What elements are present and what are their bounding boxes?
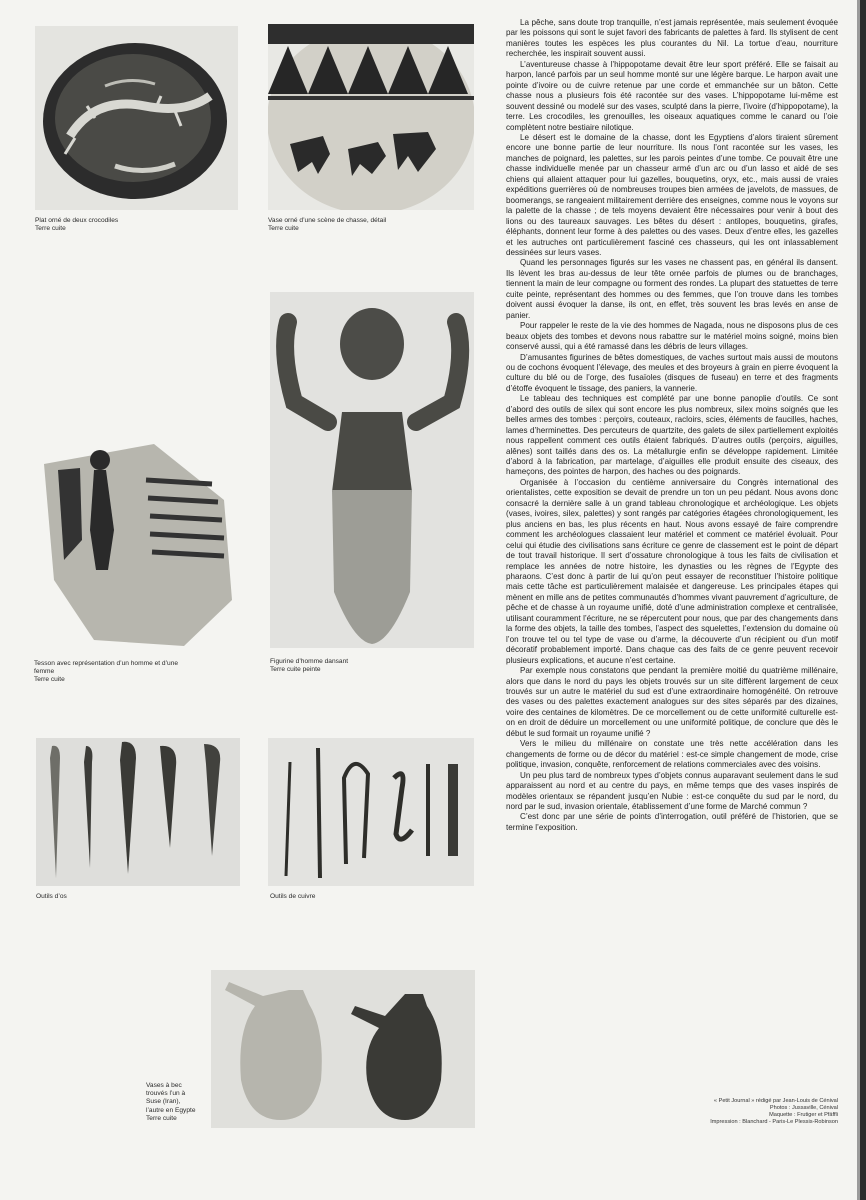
- caption-sherd: [34, 660, 234, 685]
- caption-line: trouvés l’un à: [146, 1090, 186, 1098]
- article-paragraph: Un peu plus tard de nombreux types d’objets connus auparavant seulement dans le sud apparaissent au nord et au centre du pays, en même temps que des vases inspirés de modèles orientaux se répandent jusqu’en Nubie : est-ce conquête du sud par le nord, du nord par le sud, invasion orientale, établissement d’une forme de Marché commun ?: [506, 770, 838, 811]
- caption-line: Terre cuite: [34, 676, 65, 684]
- article-paragraph: L’aventureuse chasse à l’hippopotame devait être leur sport préféré. Elle se faisait au harpon, lancé parfois par un seul homme monté sur une légère barque. Le harpon avait une pointe d’ivoire ou de cuivre retenue par une corde et emmanchée sur un bâton. Cette chasse nous a plusieurs fois été racontée sur des vases. L’hippopotame lui-même est souvent dessiné ou modelé sur des vases, sculpté dans la pierre, l’ivoire (d’hippopotame), la terre. Les crocodiles, les grenouilles, les oiseaux aquatiques comme le canard ou l’oie complètent notre bestiaire nilotique.: [506, 59, 838, 132]
- caption-line: Outils de cuivre: [270, 893, 316, 900]
- caption-jars: [146, 1082, 210, 1123]
- caption-line: l’autre en Egypte: [146, 1106, 196, 1114]
- photo-copper-tools: [268, 738, 474, 886]
- caption-line: Terre cuite: [268, 225, 299, 233]
- caption-line: Vase orné d’une scène de chasse, détail: [268, 217, 387, 224]
- article-paragraph: Par exemple nous constatons que pendant la première moitié du quatrième millénaire, alors que dans le nord du pays les objets trouvés sur un site diffèrent largement de ceux trouvés sur un autre le matériel du sud est d’une extraordinaire homogénéité. On retrouve des vases ou des palettes exactement analogues sur des sites séparés par des dizaines, voire des centaines de kilomètres. De ce morcellement ou de cette uniformité culturelle est-on en droit de déduire un morcellement ou une uniformité politique, de conclure que dès le début le sud formait un royaume unifié ?: [506, 666, 838, 738]
- credits: [638, 1098, 838, 1126]
- caption-line: Terre cuite: [35, 225, 66, 233]
- article-paragraph: Vers le milieu du millénaire on constate une très nette accélération dans les changements de forme ou de décor du matériel : est-ce simple changement de mode, crise politique, invasion, conquête, renforcement de relations commerciales avec des voisins.: [506, 739, 838, 770]
- article-body: [506, 18, 838, 833]
- caption-line: Plat orné de deux crocodiles: [35, 217, 119, 224]
- caption-line: Vases à bec: [146, 1082, 182, 1089]
- caption-line: Tesson avec représentation d’un homme et d’une: [34, 660, 179, 667]
- caption-copper-tools: [270, 893, 470, 901]
- article-paragraph: D’amusantes figurines de bêtes domestiques, de vaches surtout mais aussi de moutons ou de cochons évoquent l’élevage, des meules et des broyeurs à grain en pierre évoquent la culture du blé ou de l’orge, des fusaïoles (disques de fuseau) en terre et des fragments d’étoffe évoquent le tissage, des paniers, la vannerie.: [506, 352, 838, 393]
- caption-bone-tools: [36, 893, 236, 901]
- article-paragraph: La pêche, sans doute trop tranquille, n’est jamais représentée, mais seulement évoquée par les poissons qui sont le sujet favori des fabricants de palettes à fard. Ils stylisent de cent manières toutes les espèces les plus courantes du Nil. La tortue d’eau, nourriture recherchée, les inspirait souvent aussi.: [506, 18, 838, 59]
- article-paragraph: Quand les personnages figurés sur les vases ne chassent pas, en général ils dansent. Ils lèvent les bras au-dessus de leur tête ornée parfois de plumes ou de branchages, tiennent la main de leur compagne ou forment des rondes. La plupart des statuettes de terre cuite peinte, représentant des hommes ou des femmes, que l’on trouve dans les tombes doivent aussi évoquer la danse, ils ont, en effet, très souvent les bras levés en anse de panier.: [506, 258, 838, 320]
- caption-line: Suse (Iran),: [146, 1098, 181, 1106]
- caption-line: femme: [34, 668, 55, 676]
- article-paragraph: Le tableau des techniques est complété par une bonne panoplie d’outils. Ce sont d’abord des outils de silex qui sont encore les plus nombreux, silex moins soignés que les belles armes des tombes : perçoirs, couteaux, racloirs, scies, éléments de faucilles, haches, lames d’herminettes. Des percuteurs de quartzite, des galets de silex partiellement exploités nous rappellent comment ces outils étaient fabriqués. D’autres outils (perçoirs, aiguilles, alênes) sont taillés dans des os. La métallurgie enfin se développe rapidement. Limitée d’abord à la fabrication, par martelage, d’aiguilles elle produit ensuite des ciseaux, des hameçons, des pointes de harpon, des haches ou des poignards.: [506, 394, 838, 477]
- article-paragraph: Le désert est le domaine de la chasse, dont les Egyptiens d’alors tiraient sûrement encore une bonne partie de leur nourriture. Ils nous l’ont racontée sur les vases, les manches de poignard, les palettes, sur les parois peintes d’une tombe. Ce pouvait être une chasse individuelle menée par un chasseur armé d’un arc ou d’un lasso et aidé de ses chiens qui allaient attaquer pour lui gazelles, bouquetins, oryx, etc., mais aussi de vraies expéditions guerrières où de nombreuses troupes bien armées de javelots, de massues, de boomerangs, se rangeaient militairement derrière des enseignes, comme nous le voyons sur la palette de la chasse ; de tels moyens devaient être nécessaires pour venir à bout des lions ou des taureaux sauvages. Les bêtes du désert : antilopes, bouquetins, girafes, éléphants, donnent leur forme à des palettes ou des vases. Deux d’entre elles, les gazelles et les autruches ont particulièrement fasciné ces chasseurs, qui les ont inlassablement dessinées sur leurs vases.: [506, 132, 839, 257]
- photo-dancing-figurine: [270, 292, 474, 648]
- photo-crocodile-plate: [35, 26, 238, 210]
- caption-line: Figurine d’homme dansant: [270, 658, 349, 665]
- caption-vase: [268, 217, 474, 233]
- photo-spouted-jars: [211, 970, 475, 1128]
- credit-line: Maquette : Frutiger et Pfäffli: [769, 1112, 838, 1118]
- photo-sherd: [34, 440, 238, 650]
- photo-hunting-vase: [268, 24, 474, 210]
- caption-line: Terre cuite peinte: [270, 666, 321, 674]
- caption-line: Outils d’os: [36, 893, 67, 900]
- caption-plate: [35, 217, 235, 233]
- credit-line: Impression : Blanchard - Paris-Le Plessis-Robinson: [710, 1119, 838, 1125]
- page-edge: [860, 0, 866, 1200]
- photo-bone-tools: [36, 738, 240, 886]
- article-paragraph: C’est donc par une série de points d’interrogation, outil préféré de l’historien, que se termine l’exposition.: [506, 812, 838, 832]
- caption-figurine: [270, 658, 474, 674]
- article-paragraph: Pour rappeler le reste de la vie des hommes de Nagada, nous ne disposons plus de ces beaux objets des tombes et devons nous rabattre sur le matériel moins soigné, moins bien conservé aussi, qui a été ramassé dans les débris de leurs villages.: [506, 321, 838, 352]
- credit-line: « Petit Journal » rédigé par Jean-Louis de Cénival: [713, 1098, 838, 1104]
- credit-line: Photos : Jussaville, Cénival: [769, 1105, 838, 1111]
- caption-line: Terre cuite: [146, 1114, 177, 1122]
- article-paragraph: Organisée à l’occasion du centième anniversaire du Congrès international des orientalistes, cette exposition se devait de prendre un ton un peu pédant. Nous avons donc consacré la dernière salle à un grand tableau chronologique et archéologique. Les objets (vases, ivoires, silex, palettes) y sont rangés par catégories étagées chronologiquement, les plus anciens en bas, les plus récents en haut. Nous avons essayé de faire comprendre comment les archéologues classaient leur matériel et comment ce matériel évoluait. Pour celui qui étudie des civilisations sans écriture ce genre de classement est le point de départ de tout travail historique. Il sert d’ossature chronologique à tous les faits de civilisation et remplace les années de notre histoire, les dynasties ou les règnes de l’Egypte des pharaons. C’est donc à partir de lui qu’on peut essayer de reconstituer l’histoire politique mais cette tâche est particulièrement malaisée et dangereuse. Les principales étapes qui mènent en mille ans de petites communautés d’hommes vivant pauvrement d’agriculture, de pêche et de chasse à un royaume unifié, doté d’une administration complexe et centralisée, utilisant couramment l’écriture, ne se répercutent pour nous, que par des changements dans la forme des objets, la taille des tombes, l’aspect des squelettes, l’extension du domaine où l’on trouve tel ou tel type de vase ou d’arme, la découverte d’un récipient ou d’un motif décoratif probablement importé. Dans chaque cas des faits de ce genre peuvent recevoir plusieurs explications, et aucune n’est certaine.: [506, 477, 838, 665]
